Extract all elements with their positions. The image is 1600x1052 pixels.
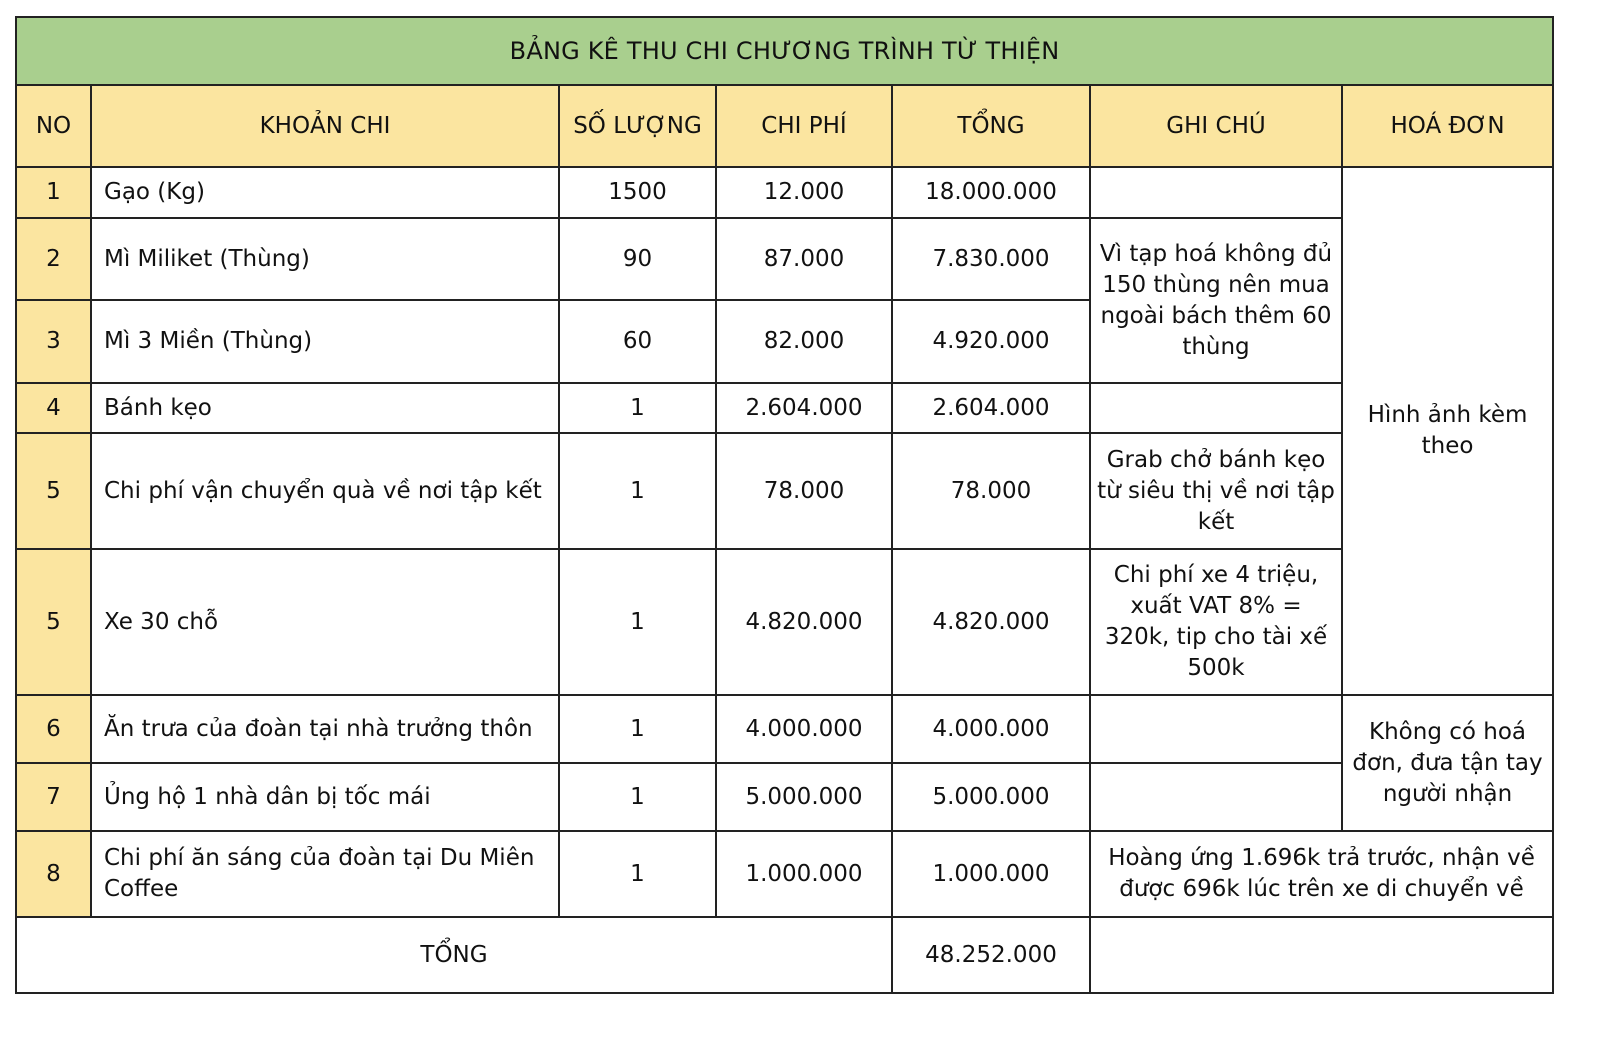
row-cost: 1.000.000 [716,831,892,917]
row-item: Ăn trưa của đoàn tại nhà trưởng thôn [91,695,559,763]
header-cost: CHI PHÍ [716,85,892,167]
table-title: BẢNG KÊ THU CHI CHƯƠNG TRÌNH TỪ THIỆN [16,17,1553,85]
row-cost: 4.820.000 [716,549,892,695]
row-total: 4.000.000 [892,695,1090,763]
row-no: 3 [16,300,91,383]
row-item: Xe 30 chỗ [91,549,559,695]
invoice-attached: Hình ảnh kèm theo [1342,167,1553,695]
table-row [16,549,1553,695]
row-item: Chi phí vận chuyển quà về nơi tập kết [91,433,559,549]
row-no: 6 [16,695,91,763]
table-row [16,167,1553,218]
row-quantity: 1500 [559,167,716,218]
row-note-empty [1090,763,1342,831]
note-bus: Chi phí xe 4 triệu, xuất VAT 8% = 320k, tip cho tài xế 500k [1090,549,1342,695]
summary-row [16,917,1553,993]
note-breakfast: Hoàng ứng 1.696k trả trước, nhận về được 696k lúc trên xe di chuyển về [1090,831,1553,917]
header-item: KHOẢN CHI [91,85,559,167]
row-cost: 2.604.000 [716,383,892,433]
row-no: 2 [16,218,91,300]
row-cost: 78.000 [716,433,892,549]
row-quantity: 1 [559,549,716,695]
row-note-empty [1090,695,1342,763]
row-cost: 12.000 [716,167,892,218]
row-note-empty [1090,383,1342,433]
row-item: Bánh kẹo [91,383,559,433]
row-no: 7 [16,763,91,831]
summary-empty [1090,917,1553,993]
note-grab: Grab chở bánh kẹo từ siêu thị về nơi tập kết [1090,433,1342,549]
table-row [16,763,1553,831]
header-note: GHI CHÚ [1090,85,1342,167]
row-cost: 4.000.000 [716,695,892,763]
row-no: 1 [16,167,91,218]
row-no: 5 [16,433,91,549]
row-quantity: 1 [559,383,716,433]
header-row [16,85,1553,167]
table-row [16,383,1553,433]
header-total: TỔNG [892,85,1090,167]
row-total: 18.000.000 [892,167,1090,218]
row-no: 4 [16,383,91,433]
note-noodles: Vì tạp hoá không đủ 150 thùng nên mua ngoài bách thêm 60 thùng [1090,218,1342,383]
table-row [16,218,1553,300]
header-quantity: SỐ LƯỢNG [559,85,716,167]
row-quantity: 1 [559,433,716,549]
row-no: 8 [16,831,91,917]
row-note-empty [1090,167,1342,218]
header-no: NO [16,85,91,167]
row-total: 78.000 [892,433,1090,549]
row-cost: 5.000.000 [716,763,892,831]
row-item: Ủng hộ 1 nhà dân bị tốc mái [91,763,559,831]
summary-label: TỔNG [16,917,892,993]
header-invoice: HOÁ ĐƠN [1342,85,1553,167]
row-quantity: 1 [559,695,716,763]
table-row [16,433,1553,549]
row-item: Chi phí ăn sáng của đoàn tại Du Miên Coffee [91,831,559,917]
table-row [16,831,1553,917]
row-total: 1.000.000 [892,831,1090,917]
row-quantity: 1 [559,831,716,917]
title-row [16,17,1553,85]
row-total: 5.000.000 [892,763,1090,831]
row-no: 5 [16,549,91,695]
row-total: 4.920.000 [892,300,1090,383]
row-cost: 82.000 [716,300,892,383]
row-cost: 87.000 [716,218,892,300]
invoice-none: Không có hoá đơn, đưa tận tay người nhận [1342,695,1553,831]
summary-value: 48.252.000 [892,917,1090,993]
expense-sheet [15,16,1554,994]
row-item: Mì Miliket (Thùng) [91,218,559,300]
row-total: 2.604.000 [892,383,1090,433]
row-total: 7.830.000 [892,218,1090,300]
expense-table [15,16,1554,994]
row-quantity: 60 [559,300,716,383]
row-quantity: 90 [559,218,716,300]
row-item: Gạo (Kg) [91,167,559,218]
row-quantity: 1 [559,763,716,831]
row-total: 4.820.000 [892,549,1090,695]
table-row [16,695,1553,763]
row-item: Mì 3 Miền (Thùng) [91,300,559,383]
